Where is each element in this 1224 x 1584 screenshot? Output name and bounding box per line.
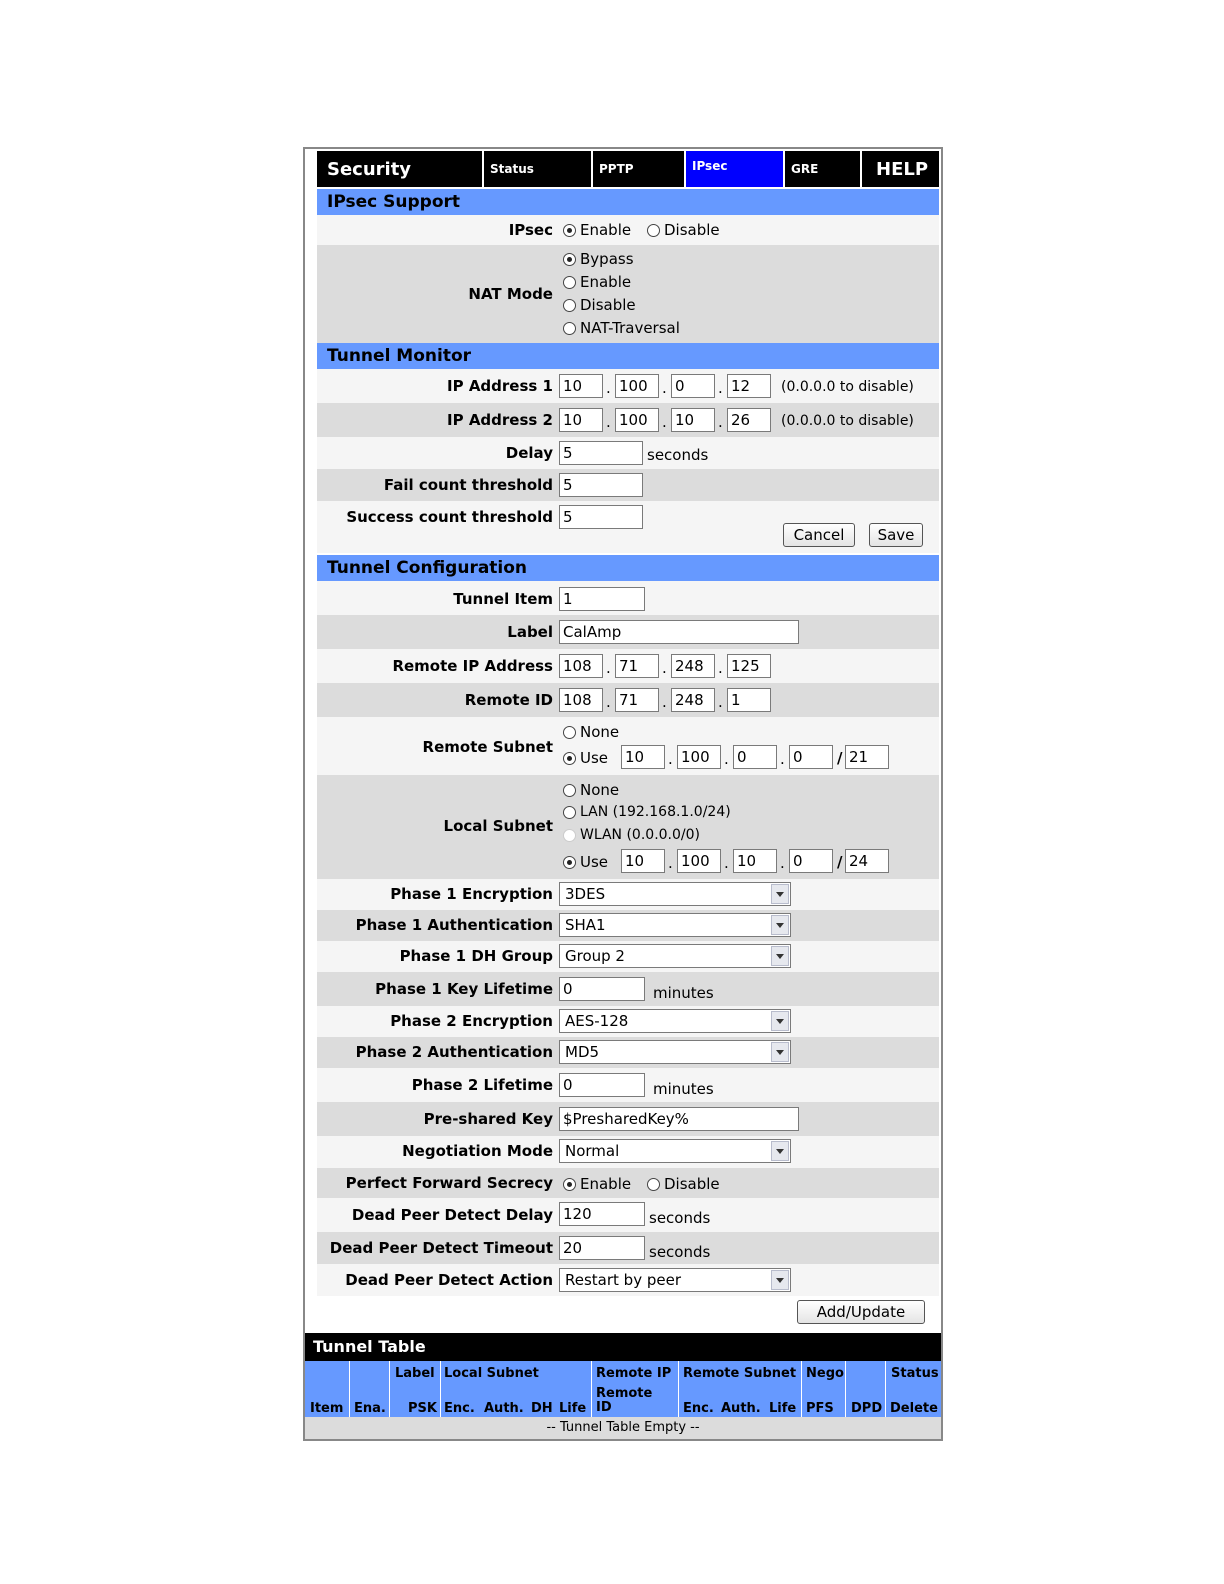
tab-gre[interactable]: GRE (785, 151, 862, 187)
negotiation-mode-row (317, 1136, 939, 1168)
nav-bar (317, 151, 939, 187)
dot-separator: . (668, 750, 673, 768)
th-remote-enc: Enc. (683, 1401, 714, 1416)
local-subnet-lan-radio[interactable] (563, 804, 731, 820)
remote-subnet-mask[interactable]: 21 (845, 745, 889, 769)
dot-separator: . (780, 750, 785, 768)
delay-unit: seconds (647, 446, 709, 464)
dot-separator: . (662, 693, 667, 711)
nat-bypass-radio[interactable] (563, 250, 634, 268)
select-value: MD5 (565, 1043, 600, 1061)
radio-checked-icon (563, 856, 576, 869)
dot-separator: . (662, 659, 667, 677)
tunnel-table-title: Tunnel Table (305, 1333, 941, 1361)
remote-subnet-octet-2[interactable]: 100 (677, 745, 721, 769)
pfs-disable-radio[interactable] (647, 1175, 720, 1193)
dpd-timeout-input[interactable]: 20 (559, 1236, 645, 1260)
tab-status[interactable]: Status (484, 151, 593, 187)
dot-separator: . (724, 854, 729, 872)
ip2-octet-3[interactable]: 10 (671, 408, 715, 432)
ipsec-label: IPsec (508, 221, 553, 239)
local-subnet-wlan-radio (563, 827, 700, 843)
phase2-auth-select[interactable] (559, 1040, 791, 1064)
negotiation-mode-label: Negotiation Mode (402, 1142, 553, 1160)
psk-label: Pre-shared Key (423, 1110, 553, 1128)
ip2-octet-4[interactable]: 26 (727, 408, 771, 432)
nat-mode-label: NAT Mode (468, 285, 553, 303)
dpd-timeout-unit: seconds (649, 1243, 711, 1261)
tunnel-table-empty: -- Tunnel Table Empty -- (305, 1417, 941, 1439)
remote-id-octet-1[interactable]: 108 (559, 688, 603, 712)
column-divider (389, 1361, 390, 1417)
radio-label: Enable (580, 221, 632, 239)
dpd-delay-input[interactable]: 120 (559, 1202, 645, 1226)
th-enabled: Ena. (354, 1401, 386, 1416)
dot-separator: . (718, 693, 723, 711)
success-count-label: Success count threshold (346, 508, 553, 526)
column-divider (440, 1361, 441, 1417)
chevron-down-icon (771, 1042, 789, 1062)
ip2-octet-2[interactable]: 100 (615, 408, 659, 432)
remote-ip-label: Remote IP Address (392, 657, 553, 675)
dpd-timeout-label: Dead Peer Detect Timeout (329, 1239, 553, 1257)
ip-address-2-row (317, 403, 939, 437)
pfs-enable-radio[interactable] (563, 1175, 631, 1193)
select-value: Normal (565, 1142, 620, 1160)
phase2-lifetime-input[interactable]: 0 (559, 1073, 645, 1097)
select-value: AES-128 (565, 1012, 629, 1030)
remote-ip-row (317, 649, 939, 683)
dot-separator: . (718, 659, 723, 677)
tab-ipsec[interactable]: IPsec (686, 151, 785, 187)
dot-separator: . (668, 854, 673, 872)
ip1-note: (0.0.0.0 to disable) (781, 379, 914, 395)
th-psk: PSK (408, 1401, 437, 1416)
remote-ip-octet-1[interactable]: 108 (559, 654, 603, 678)
dot-separator: . (662, 413, 667, 431)
remote-subnet-octet-1[interactable]: 10 (621, 745, 665, 769)
phase1-auth-label: Phase 1 Authentication (355, 916, 553, 934)
phase2-lifetime-label: Phase 2 Lifetime (411, 1076, 553, 1094)
dpd-action-row (317, 1264, 939, 1296)
radio-label: None (580, 781, 620, 799)
dot-separator: . (718, 413, 723, 431)
remote-id-octet-4[interactable]: 1 (727, 688, 771, 712)
radio-unchecked-icon (563, 726, 576, 739)
phase2-lifetime-unit: minutes (653, 1080, 714, 1098)
phase1-auth-select[interactable] (559, 913, 791, 937)
phase1-lifetime-input[interactable]: 0 (559, 977, 645, 1001)
label-input[interactable]: CalAmp (559, 620, 799, 644)
tunnel-table-header (305, 1361, 941, 1417)
remote-ip-octet-4[interactable]: 125 (727, 654, 771, 678)
th-status: Status (891, 1366, 939, 1381)
phase1-encryption-select[interactable] (559, 882, 791, 906)
select-value: Restart by peer (565, 1271, 681, 1289)
save-button[interactable]: Save (869, 523, 923, 547)
delay-input[interactable]: 5 (559, 441, 643, 465)
phase1-dh-select[interactable] (559, 944, 791, 968)
remote-subnet-label: Remote Subnet (422, 738, 553, 756)
ipsec-enable-radio[interactable] (563, 221, 631, 239)
column-divider (845, 1361, 846, 1417)
success-count-input[interactable]: 5 (559, 505, 643, 529)
column-divider (349, 1361, 350, 1417)
th-dpd: DPD (851, 1401, 883, 1416)
chevron-down-icon (771, 1141, 789, 1161)
label-label: Label (507, 623, 553, 641)
phase1-encryption-label: Phase 1 Encryption (390, 885, 553, 903)
remote-subnet-use-radio[interactable] (563, 749, 608, 767)
chevron-down-icon (771, 1011, 789, 1031)
th-remote-auth: Auth. (721, 1401, 761, 1416)
radio-unchecked-icon (563, 276, 576, 289)
local-subnet-row (317, 775, 939, 879)
dpd-delay-unit: seconds (649, 1209, 711, 1227)
radio-unchecked-icon (563, 299, 576, 312)
remote-subnet-none-radio[interactable] (563, 723, 619, 741)
negotiation-mode-select[interactable] (559, 1139, 791, 1163)
th-remote-subnet: Remote Subnet (683, 1366, 797, 1381)
tunnel-item-input[interactable]: 1 (559, 587, 645, 611)
dot-separator: . (606, 659, 611, 677)
th-enc: Enc. (444, 1401, 475, 1416)
local-subnet-mask[interactable]: 24 (845, 849, 889, 873)
ipsec-disable-radio[interactable] (647, 221, 720, 239)
radio-label: NAT-Traversal (580, 319, 680, 337)
dpd-action-label: Dead Peer Detect Action (345, 1271, 553, 1289)
dot-separator: . (606, 693, 611, 711)
radio-label: Disable (580, 296, 636, 314)
tunnel-item-row (317, 581, 939, 615)
select-value: Group 2 (565, 947, 625, 965)
phase2-encryption-label: Phase 2 Encryption (390, 1012, 553, 1030)
cancel-button[interactable]: Cancel (783, 523, 855, 547)
slash-separator: / (837, 749, 843, 767)
th-item: Item (310, 1401, 344, 1416)
local-subnet-octet-1[interactable]: 10 (621, 849, 665, 873)
th-pfs: PFS (806, 1401, 834, 1416)
phase1-dh-row (317, 941, 939, 972)
th-remote-id: Remote ID (596, 1386, 653, 1415)
tunnel-monitor-header: Tunnel Monitor (317, 343, 939, 369)
fail-count-label: Fail count threshold (383, 476, 553, 494)
radio-checked-icon (563, 253, 576, 266)
radio-disabled-icon (563, 829, 576, 842)
dot-separator: . (606, 379, 611, 397)
column-divider (591, 1361, 592, 1417)
column-divider (801, 1361, 802, 1417)
nat-disable-radio[interactable] (563, 296, 636, 314)
radio-unchecked-icon (563, 806, 576, 819)
radio-label: Use (580, 853, 609, 871)
dpd-action-select[interactable] (559, 1268, 791, 1292)
add-update-button[interactable]: Add/Update (797, 1300, 925, 1324)
phase2-auth-row (317, 1037, 939, 1068)
dpd-timeout-row (317, 1232, 939, 1264)
ip-address-2-label: IP Address 2 (447, 411, 553, 429)
phase1-lifetime-label: Phase 1 Key Lifetime (375, 980, 553, 998)
local-subnet-use-radio[interactable] (563, 853, 608, 871)
tunnel-item-label: Tunnel Item (453, 590, 553, 608)
tab-security[interactable]: Security (317, 151, 484, 187)
chevron-down-icon (771, 1270, 789, 1290)
phase2-encryption-row (317, 1006, 939, 1037)
th-local-subnet: Local Subnet (444, 1366, 539, 1381)
ip1-octet-4[interactable]: 12 (727, 374, 771, 398)
chevron-down-icon (771, 946, 789, 966)
radio-label: Disable (664, 221, 720, 239)
radio-unchecked-icon (647, 1178, 660, 1191)
label-row (317, 615, 939, 649)
dot-separator: . (780, 854, 785, 872)
radio-label: LAN (192.168.1.0/24) (580, 804, 731, 820)
radio-checked-icon (563, 1178, 576, 1191)
remote-ip-octet-2[interactable]: 71 (615, 654, 659, 678)
ip1-octet-1[interactable]: 10 (559, 374, 603, 398)
th-auth: Auth. (484, 1401, 524, 1416)
radio-label: Enable (580, 1175, 632, 1193)
ipsec-row (317, 215, 939, 245)
th-delete: Delete (890, 1401, 938, 1416)
remote-subnet-octet-3[interactable]: 0 (733, 745, 777, 769)
psk-input[interactable]: $PresharedKey% (559, 1107, 799, 1131)
remote-id-octet-3[interactable]: 248 (671, 688, 715, 712)
dot-separator: . (606, 413, 611, 431)
chevron-down-icon (771, 884, 789, 904)
security-panel (303, 147, 943, 1441)
phase1-lifetime-unit: minutes (653, 984, 714, 1002)
slash-separator: / (837, 853, 843, 871)
nat-enable-radio[interactable] (563, 273, 631, 291)
phase1-encryption-row (317, 879, 939, 910)
phase2-auth-label: Phase 2 Authentication (355, 1043, 553, 1061)
phase1-auth-row (317, 910, 939, 941)
local-subnet-none-radio[interactable] (563, 781, 619, 799)
th-nego: Nego (806, 1366, 844, 1381)
local-subnet-octet-4[interactable]: 0 (789, 849, 833, 873)
dpd-delay-row (317, 1198, 939, 1232)
pfs-label: Perfect Forward Secrecy (345, 1174, 553, 1192)
phase2-encryption-select[interactable] (559, 1009, 791, 1033)
fail-count-row (317, 469, 939, 501)
radio-checked-icon (563, 224, 576, 237)
radio-label: Use (580, 749, 609, 767)
phase2-lifetime-row (317, 1068, 939, 1102)
delay-row (317, 437, 939, 469)
local-subnet-octet-2[interactable]: 100 (677, 849, 721, 873)
radio-unchecked-icon (563, 784, 576, 797)
th-remote-life: Life (769, 1401, 797, 1416)
success-count-row (317, 501, 939, 553)
radio-label: None (580, 723, 620, 741)
radio-label: Disable (664, 1175, 720, 1193)
tab-help[interactable]: HELP (862, 151, 939, 187)
column-divider (885, 1361, 886, 1417)
nat-mode-row (317, 245, 939, 343)
select-value: 3DES (565, 885, 606, 903)
radio-unchecked-icon (647, 224, 660, 237)
radio-label: Bypass (580, 250, 634, 268)
dot-separator: . (662, 379, 667, 397)
tab-pptp[interactable]: PPTP (593, 151, 686, 187)
local-subnet-octet-3[interactable]: 10 (733, 849, 777, 873)
ip-address-1-label: IP Address 1 (447, 377, 553, 395)
radio-label: WLAN (0.0.0.0/0) (580, 827, 700, 843)
ip2-octet-1[interactable]: 10 (559, 408, 603, 432)
ip1-octet-3[interactable]: 0 (671, 374, 715, 398)
phase1-dh-label: Phase 1 DH Group (399, 947, 553, 965)
chevron-down-icon (771, 915, 789, 935)
th-label: Label (395, 1366, 435, 1381)
dot-separator: . (724, 750, 729, 768)
ip1-octet-2[interactable]: 100 (615, 374, 659, 398)
delay-label: Delay (505, 444, 553, 462)
tunnel-config-header: Tunnel Configuration (317, 555, 939, 581)
ipsec-support-header: IPsec Support (317, 189, 939, 215)
column-divider (678, 1361, 679, 1417)
radio-unchecked-icon (563, 322, 576, 335)
nat-traversal-radio[interactable] (563, 319, 680, 337)
remote-id-label: Remote ID (464, 691, 553, 709)
dpd-delay-label: Dead Peer Detect Delay (351, 1206, 553, 1224)
th-remote-ip: Remote IP (596, 1366, 672, 1381)
radio-label: Enable (580, 273, 632, 291)
fail-count-input[interactable]: 5 (559, 473, 643, 497)
ip-address-1-row (317, 369, 939, 403)
pfs-row (317, 1168, 939, 1198)
radio-checked-icon (563, 752, 576, 765)
remote-subnet-row (317, 717, 939, 775)
th-life: Life (559, 1401, 587, 1416)
remote-ip-octet-3[interactable]: 248 (671, 654, 715, 678)
dot-separator: . (718, 379, 723, 397)
select-value: SHA1 (565, 916, 606, 934)
th-dh: DH (531, 1401, 553, 1416)
remote-id-octet-2[interactable]: 71 (615, 688, 659, 712)
ip2-note: (0.0.0.0 to disable) (781, 413, 914, 429)
remote-subnet-octet-4[interactable]: 0 (789, 745, 833, 769)
psk-row (317, 1102, 939, 1136)
local-subnet-label: Local Subnet (443, 817, 553, 835)
remote-id-row (317, 683, 939, 717)
phase1-lifetime-row (317, 972, 939, 1006)
